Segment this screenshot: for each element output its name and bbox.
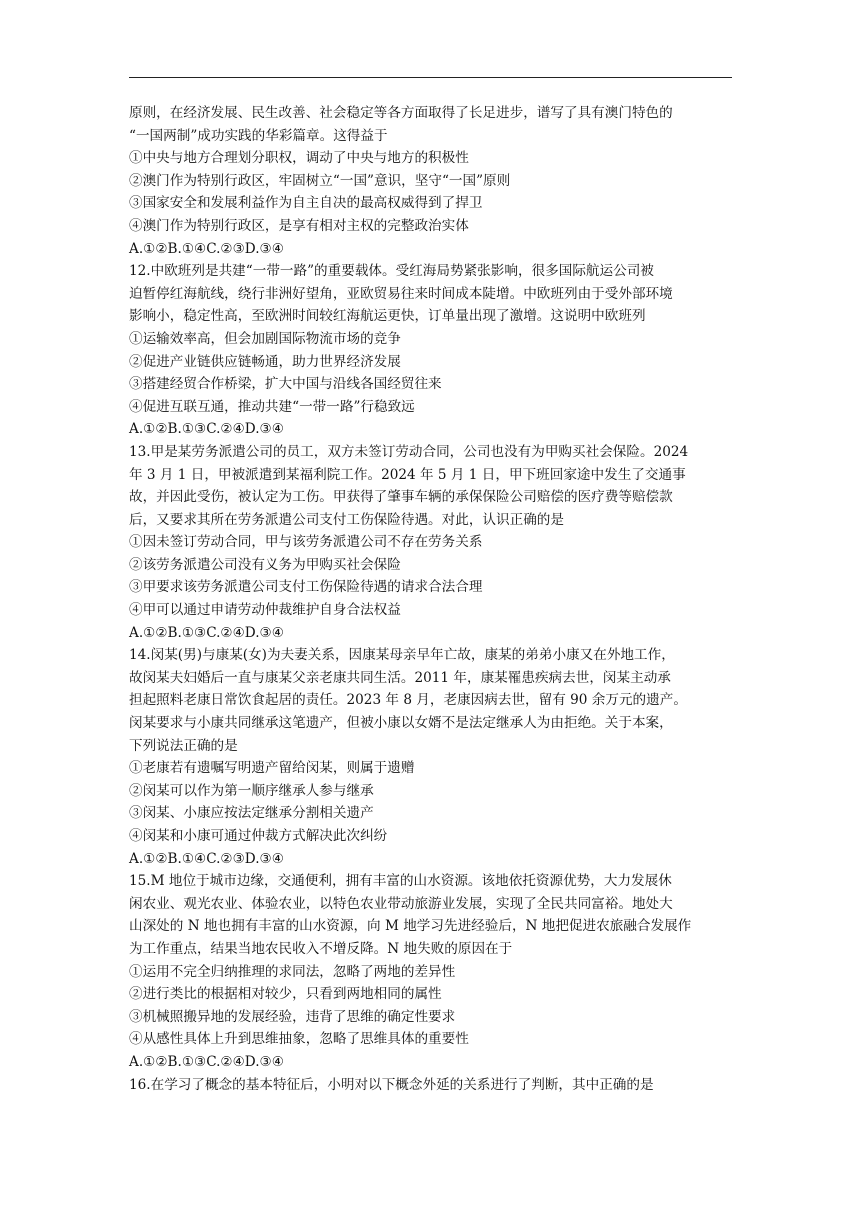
question-text-line: 后，又要求其所在劳务派遣公司支付工伤保险待遇。对此，认识正确的是 <box>129 511 564 528</box>
question-13 <box>129 441 733 644</box>
question-text-line: “一国两制”成功实践的华彩篇章。这得益于 <box>129 127 388 144</box>
option-item: ②澳门作为特别行政区，牢固树立“一国”意识，坚守“一国”原则 <box>129 172 511 189</box>
question-text-line: 担起照料老康日常饮食起居的责任。2023 年 8 月，老康因病去世，留有 90 余万元的遗产。 <box>129 692 687 709</box>
answer-choices: A.①②B.①④C.②③D.③④ <box>129 850 284 867</box>
question-text-line: 迫暂停红海航线，绕行非洲好望角，亚欧贸易往来时间成本陡增。中欧班列由于受外部环境 <box>129 285 673 302</box>
question-15 <box>129 870 733 1073</box>
question-text-line: 闵某要求与小康共同继承这笔遗产，但被小康以女婿不是法定继承人为由拒绝。关于本案， <box>129 715 673 732</box>
answer-choices: A.①②B.①③C.②④D.③④ <box>129 421 284 438</box>
question-text-line: 故，并因此受伤，被认定为工伤。甲获得了肇事车辆的承保保险公司赔偿的医疗费等赔偿款 <box>129 489 673 506</box>
answer-choices: A.①②B.①③C.②④D.③④ <box>129 1053 284 1070</box>
option-item: ④甲可以通过申请劳动仲裁维护自身合法权益 <box>129 602 401 619</box>
option-item: ①中央与地方合理划分职权，调动了中央与地方的积极性 <box>129 150 469 167</box>
question-text-line: 为工作重点，结果当地农民收入不增反降。N 地失败的原因在于 <box>129 940 513 957</box>
header-rule <box>129 77 732 78</box>
option-item: ②进行类比的根据相对较少，只看到两地相同的属性 <box>129 986 442 1003</box>
question-text-line: 原则，在经济发展、民生改善、社会稳定等各方面取得了长足进步，谱写了具有澳门特色的 <box>129 105 673 121</box>
option-item: ④闵某和小康可通过仲裁方式解决此次纠纷 <box>129 828 388 844</box>
option-item: ②闵某可以作为第一顺序继承人参与继承 <box>129 782 374 799</box>
option-item: ②该劳务派遣公司没有义务为甲购买社会保险 <box>129 556 401 573</box>
option-item: ③搭建经贸合作桥梁，扩大中国与沿线各国经贸往来 <box>129 376 442 393</box>
option-item: ③甲要求该劳务派遣公司支付工伤保险待遇的请求合法合理 <box>129 579 483 596</box>
option-item: ①因未签订劳动合同，甲与该劳务派遣公司不存在劳务关系 <box>129 534 483 551</box>
question-12 <box>129 260 733 441</box>
question-text-line: 下列说法正确的是 <box>129 737 238 754</box>
option-item: ③机械照搬异地的发展经验，违背了思维的确定性要求 <box>129 1008 456 1025</box>
option-item: ③国家安全和发展利益作为自主自决的最高权威得到了捍卫 <box>129 195 483 212</box>
question-text-line: 16.在学习了概念的基本特征后，小明对以下概念外延的关系进行了判断，其中正确的是 <box>129 1076 654 1093</box>
answer-choices: A.①②B.①④C.②③D.③④ <box>129 240 284 257</box>
answer-choices: A.①②B.①③C.②④D.③④ <box>129 624 284 641</box>
option-item: ②促进产业链供应链畅通，助力世界经济发展 <box>129 353 401 370</box>
question-text-line: 闲农业、观光农业、体验农业，以特色农业带动旅游业发展，实现了全民共同富裕。地处大 <box>129 895 673 912</box>
option-item: ③闵某、小康应按法定继承分割相关遗产 <box>129 805 374 822</box>
option-item: ④澳门作为特别行政区，是享有相对主权的完整政治实体 <box>129 217 469 234</box>
question-11-continuation <box>129 102 733 260</box>
option-item: ①运用不完全归纳推理的求同法，忽略了两地的差异性 <box>129 963 456 980</box>
page-content <box>129 102 733 1096</box>
question-14 <box>129 644 733 870</box>
question-text-line: 12.中欧班列是共建“一带一路”的重要载体。受红海局势紧张影响，很多国际航运公司被 <box>129 263 654 280</box>
question-text-line: 14.闵某(男)与康某(女)为夫妻关系，因康某母亲早年亡故，康某的弟弟小康又在外地工作， <box>129 647 675 664</box>
option-item: ①老康若有遗嘱写明遗产留给闵某，则属于遗赠 <box>129 760 415 777</box>
question-text-line: 影响小，稳定性高，至欧洲时间较红海航运更快，订单量出现了激增。这说明中欧班列 <box>129 308 646 325</box>
question-16 <box>129 1074 733 1097</box>
option-item: ①运输效率高，但会加剧国际物流市场的竞争 <box>129 330 401 347</box>
option-item: ④从感性具体上升到思维抽象，忽略了思维具体的重要性 <box>129 1031 469 1048</box>
question-text-line: 故闵某夫妇婚后一直与康某父亲老康共同生活。2011 年，康某罹患疾病去世，闵某主动承 <box>129 669 671 686</box>
question-text-line: 山深处的 N 地也拥有丰富的山水资源，向 M 地学习先进经验后，N 地把促进农旅融合发展作 <box>129 918 692 935</box>
question-text-line: 13.甲是某劳务派遣公司的员工，双方未签订劳动合同，公司也没有为甲购买社会保险。2024 <box>129 443 689 460</box>
question-text-line: 年 3 月 1 日，甲被派遣到某福利院工作。2024 年 5 月 1 日，甲下班回家途中发生了交通事 <box>129 466 686 483</box>
question-text-line: 15.M 地位于城市边缘，交通便利，拥有丰富的山水资源。该地依托资源优势，大力发展休 <box>129 873 672 890</box>
option-item: ④促进互联互通，推动共建“一带一路”行稳致远 <box>129 398 415 415</box>
